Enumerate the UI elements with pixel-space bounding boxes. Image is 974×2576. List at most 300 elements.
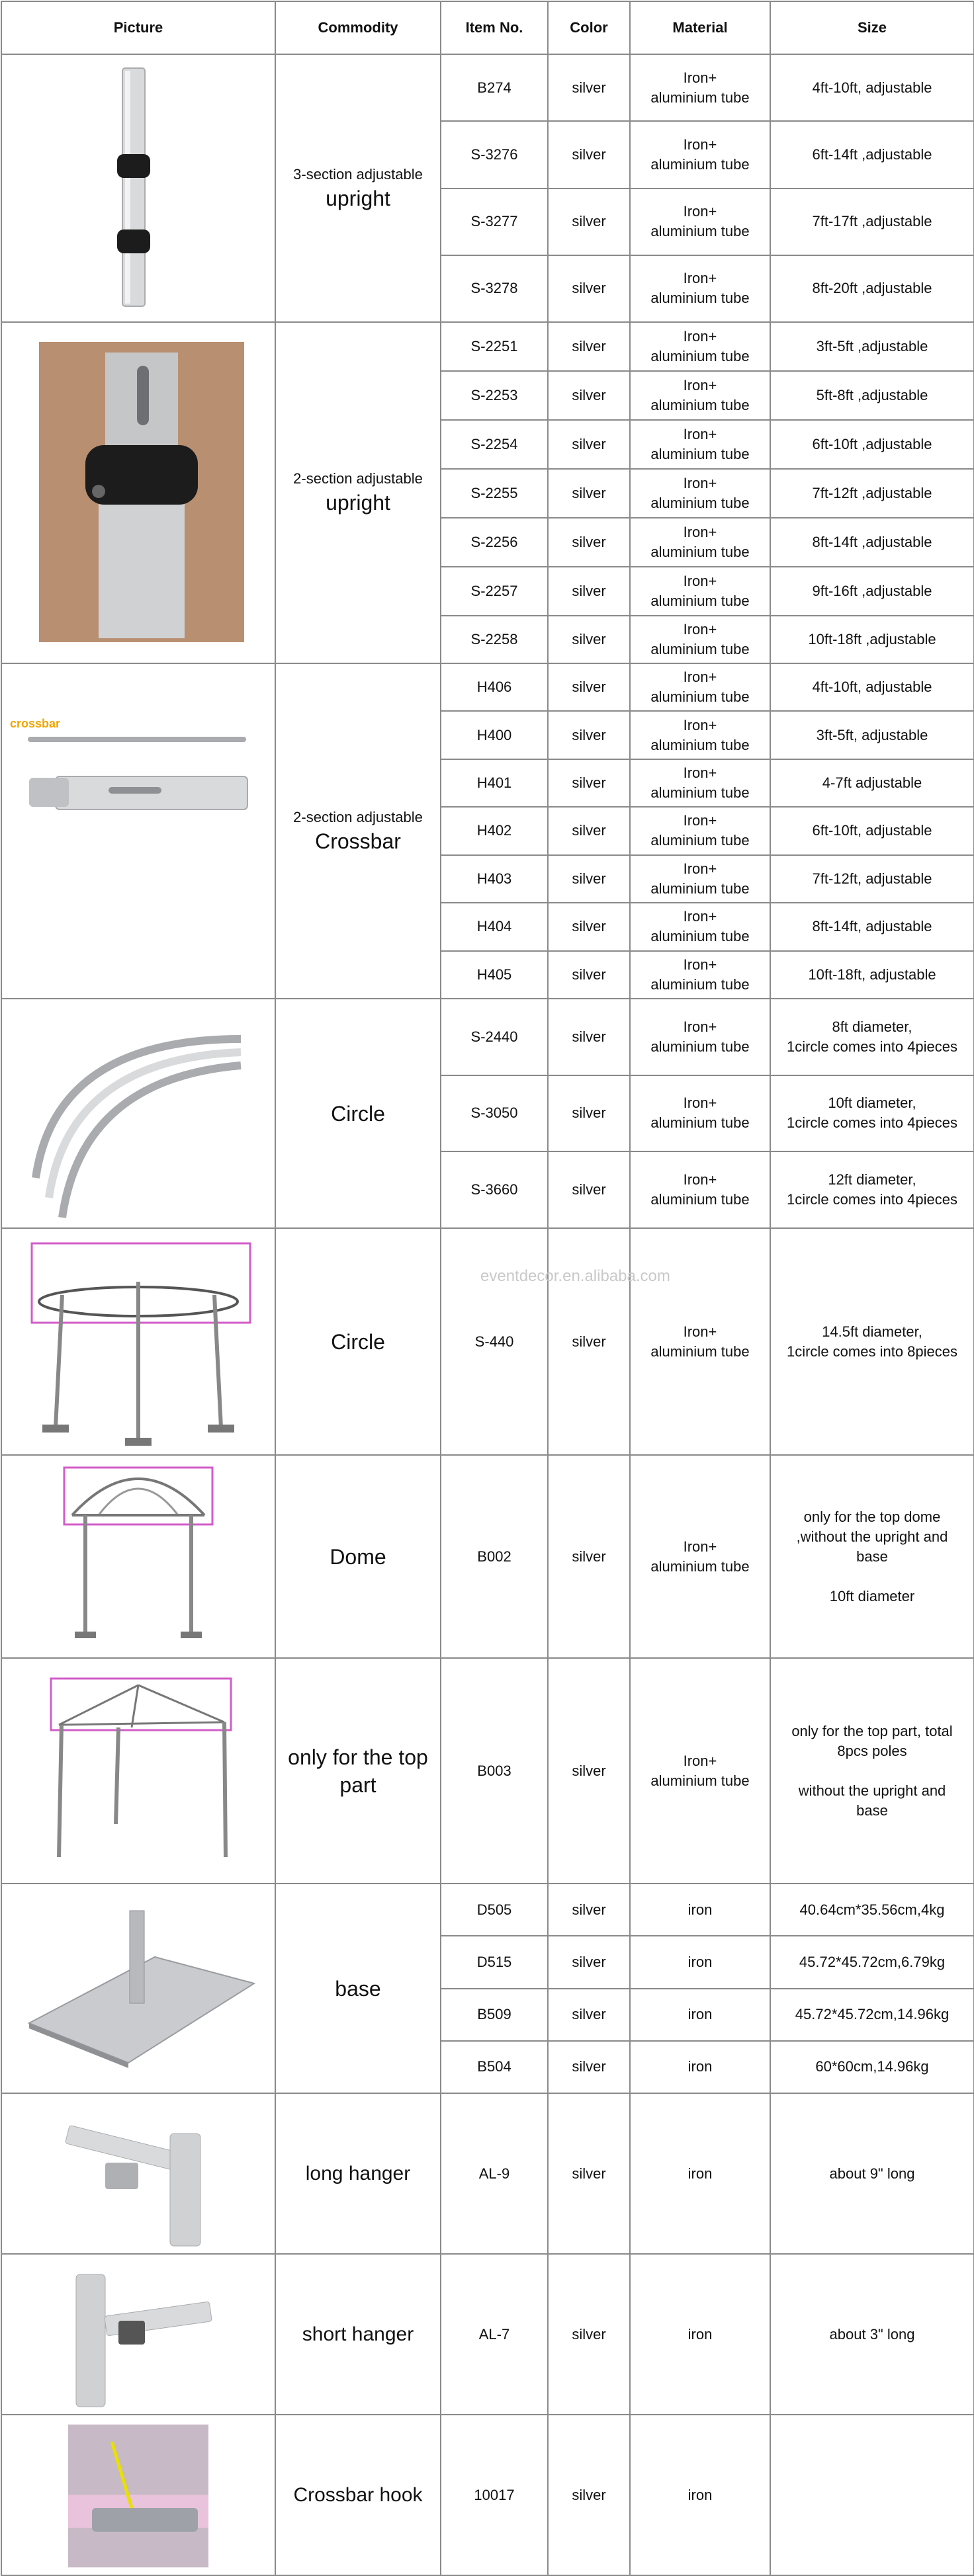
- header-size: Size: [770, 1, 974, 54]
- item-no-cell-text: S-3276: [470, 145, 518, 163]
- upright-2-section-icon: [26, 326, 251, 657]
- size-cell: [770, 951, 974, 999]
- color-cell-text: silver: [572, 2486, 606, 2503]
- product-picture: [1, 2093, 275, 2254]
- material-cell-text: Iron+ aluminium tube: [650, 765, 750, 802]
- size-cell: [770, 1151, 974, 1228]
- color-cell-text: silver: [572, 2006, 606, 2023]
- size-cell-text: 10ft-18ft ,adjustable: [808, 631, 936, 647]
- color-cell: [548, 903, 630, 950]
- circle-frame-icon: [16, 1229, 261, 1451]
- color-cell-text: silver: [572, 966, 606, 983]
- size-cell-text: 6ft-10ft, adjustable: [812, 822, 932, 839]
- color-cell: [548, 322, 630, 371]
- material-cell-text: Iron+ aluminium tube: [650, 203, 750, 240]
- material-cell: [630, 469, 770, 518]
- product-picture: [1, 999, 275, 1228]
- material-cell-text: Iron+ aluminium tube: [650, 621, 750, 657]
- material-cell-text: Iron+ aluminium tube: [650, 716, 750, 753]
- short-hanger-icon: [52, 2255, 224, 2411]
- color-cell-text: silver: [572, 1333, 606, 1350]
- color-cell-text: silver: [572, 1028, 606, 1045]
- color-cell-text: silver: [572, 2165, 606, 2182]
- item-no-cell-text: S-2256: [470, 534, 518, 550]
- size-cell-text: 3ft-5ft, adjustable: [816, 726, 928, 743]
- commodity-cell: [275, 54, 441, 322]
- commodity-name: only for the top part: [288, 1745, 428, 1797]
- color-cell: [548, 518, 630, 567]
- table-row: [1, 322, 974, 371]
- color-cell: [548, 54, 630, 121]
- material-cell: [630, 2093, 770, 2254]
- material-cell-text: Iron+ aluminium tube: [650, 426, 750, 462]
- header-picture: Picture: [1, 1, 275, 54]
- material-cell-text: iron: [687, 1953, 713, 1970]
- item-no-cell: [441, 322, 548, 371]
- material-cell-text: Iron+ aluminium tube: [650, 328, 750, 364]
- item-no-cell: [441, 1075, 548, 1152]
- color-cell-text: silver: [572, 1104, 606, 1122]
- color-cell-text: silver: [572, 436, 606, 452]
- size-cell: [770, 2093, 974, 2254]
- material-cell: [630, 759, 770, 807]
- item-no-cell: [441, 518, 548, 567]
- size-cell-text: 12ft diameter, 1circle comes into 4pieces: [786, 1171, 957, 1208]
- material-cell: [630, 1936, 770, 1988]
- material-cell-text: Iron+ aluminium tube: [650, 669, 750, 706]
- material-cell-text: Iron+ aluminium tube: [650, 1095, 750, 1132]
- material-cell-text: Iron+ aluminium tube: [650, 1538, 750, 1575]
- color-cell-text: silver: [572, 338, 606, 354]
- size-cell-text: 8ft-14ft, adjustable: [812, 918, 932, 935]
- color-cell: [548, 999, 630, 1075]
- material-cell: [630, 711, 770, 759]
- commodity-name: long hanger: [305, 2162, 411, 2184]
- material-cell-text: Iron+ aluminium tube: [650, 1018, 750, 1055]
- size-cell: [770, 711, 974, 759]
- material-cell-text: Iron+ aluminium tube: [650, 69, 750, 106]
- material-cell: [630, 54, 770, 121]
- item-no-cell: [441, 567, 548, 616]
- size-cell: [770, 371, 974, 420]
- commodity-name: Circle: [331, 1329, 385, 1354]
- color-cell: [548, 469, 630, 518]
- product-picture: [1, 1884, 275, 2093]
- size-cell-text: 60*60cm,14.96kg: [815, 2058, 929, 2075]
- color-cell: [548, 1075, 630, 1152]
- item-no-cell-text: D515: [476, 1953, 512, 1970]
- material-cell: [630, 518, 770, 567]
- size-cell-text: 4ft-10ft, adjustable: [812, 79, 932, 96]
- product-picture: [1, 322, 275, 663]
- commodity-cell: [275, 2254, 441, 2415]
- product-picture: [1, 2254, 275, 2415]
- material-cell-text: Iron+ aluminium tube: [650, 524, 750, 560]
- item-no-cell-text: S-2255: [470, 485, 518, 501]
- color-cell-text: silver: [572, 145, 606, 163]
- material-cell: [630, 1228, 770, 1455]
- size-cell-text: 40.64cm*35.56cm,4kg: [799, 1901, 945, 1918]
- item-no-cell: [441, 371, 548, 420]
- commodity-cell: [275, 1884, 441, 2093]
- material-cell-text: iron: [687, 2165, 713, 2182]
- size-cell: [770, 469, 974, 518]
- material-cell-text: Iron+ aluminium tube: [650, 475, 750, 511]
- item-no-cell-text: S-3278: [470, 280, 518, 297]
- item-no-cell-text: S-2257: [470, 583, 518, 599]
- color-cell: [548, 759, 630, 807]
- table-row: [1, 2093, 974, 2254]
- header-material: Material: [630, 1, 770, 54]
- color-cell-text: silver: [572, 1762, 606, 1779]
- color-cell-text: silver: [572, 2058, 606, 2075]
- material-cell: [630, 371, 770, 420]
- table-row: [1, 1228, 974, 1455]
- commodity-cell: [275, 322, 441, 663]
- color-cell: [548, 855, 630, 903]
- picture-label: crossbar: [10, 717, 61, 730]
- color-cell: [548, 1455, 630, 1658]
- material-cell: [630, 255, 770, 322]
- material-cell-text: Iron+ aluminium tube: [650, 136, 750, 173]
- product-picture: [1, 54, 275, 322]
- color-cell: [548, 1989, 630, 2041]
- table-row: [1, 1658, 974, 1884]
- color-cell: [548, 567, 630, 616]
- size-cell-text: only for the top part, total 8pcs poles without the upright and base: [791, 1722, 953, 1819]
- color-cell-text: silver: [572, 918, 606, 935]
- color-cell: [548, 663, 630, 711]
- item-no-cell-text: S-2251: [470, 338, 518, 354]
- item-no-cell: [441, 807, 548, 854]
- size-cell: [770, 420, 974, 469]
- size-cell-text: 45.72*45.72cm,14.96kg: [795, 2006, 950, 2023]
- material-cell: [630, 855, 770, 903]
- size-cell-text: 45.72*45.72cm,6.79kg: [799, 1953, 946, 1970]
- color-cell-text: silver: [572, 870, 606, 887]
- size-cell-text: 10ft diameter, 1circle comes into 4pieces: [786, 1095, 957, 1132]
- item-no-cell: [441, 469, 548, 518]
- color-cell: [548, 1658, 630, 1884]
- commodity-name: short hanger: [302, 2323, 414, 2345]
- size-cell-text: only for the top dome ,without the upright and base 10ft diameter: [796, 1508, 948, 1604]
- size-cell: [770, 121, 974, 188]
- color-cell: [548, 188, 630, 255]
- size-cell: [770, 1455, 974, 1658]
- size-cell-text: 7ft-17ft ,adjustable: [812, 213, 932, 230]
- commodity-type: 3-section adjustable: [293, 165, 423, 183]
- size-cell: [770, 999, 974, 1075]
- commodity-type: 2-section adjustable: [293, 470, 423, 487]
- color-cell-text: silver: [572, 583, 606, 599]
- size-cell-text: 4ft-10ft, adjustable: [812, 679, 932, 696]
- item-no-cell: [441, 1151, 548, 1228]
- material-cell: [630, 903, 770, 950]
- item-no-cell-text: B002: [477, 1548, 511, 1565]
- color-cell: [548, 121, 630, 188]
- table-row: [1, 663, 974, 711]
- item-no-cell: [441, 855, 548, 903]
- material-cell: [630, 1075, 770, 1152]
- color-cell-text: silver: [572, 280, 606, 297]
- material-cell-text: Iron+ aluminium tube: [650, 1752, 750, 1789]
- color-cell-text: silver: [572, 534, 606, 550]
- product-spec-table: [1, 1, 974, 2576]
- material-cell: [630, 1884, 770, 1936]
- item-no-cell-text: B274: [477, 79, 511, 96]
- material-cell: [630, 2254, 770, 2415]
- material-cell: [630, 1151, 770, 1228]
- commodity-cell: [275, 999, 441, 1228]
- color-cell-text: silver: [572, 679, 606, 696]
- size-cell: [770, 1658, 974, 1884]
- commodity-name: Crossbar: [315, 829, 401, 853]
- color-cell-text: silver: [572, 2325, 606, 2343]
- item-no-cell-text: S-2258: [470, 631, 518, 647]
- item-no-cell-text: H404: [476, 918, 512, 935]
- item-no-cell: [441, 2254, 548, 2415]
- color-cell-text: silver: [572, 1953, 606, 1970]
- size-cell: [770, 855, 974, 903]
- size-cell: [770, 518, 974, 567]
- size-cell-text: 5ft-8ft ,adjustable: [816, 387, 928, 403]
- material-cell: [630, 616, 770, 663]
- color-cell-text: silver: [572, 485, 606, 501]
- item-no-cell: [441, 1658, 548, 1884]
- material-cell-text: Iron+ aluminium tube: [650, 812, 750, 849]
- item-no-cell-text: S-440: [474, 1333, 514, 1350]
- item-no-cell-text: B509: [477, 2006, 511, 2023]
- item-no-cell-text: B003: [477, 1762, 511, 1779]
- header-item-no: Item No.: [441, 1, 548, 54]
- size-cell: [770, 188, 974, 255]
- item-no-cell-text: AL-9: [478, 2165, 510, 2182]
- item-no-cell: [441, 999, 548, 1075]
- product-picture: [1, 1455, 275, 1658]
- commodity-name: Circle: [331, 1101, 385, 1126]
- item-no-cell: [441, 2093, 548, 2254]
- material-cell: [630, 663, 770, 711]
- size-cell-text: 8ft diameter, 1circle comes into 4pieces: [786, 1018, 957, 1055]
- item-no-cell: [441, 1455, 548, 1658]
- material-cell: [630, 951, 770, 999]
- commodity-cell: [275, 663, 441, 999]
- commodity-cell: [275, 1228, 441, 1455]
- material-cell-text: iron: [687, 1901, 713, 1918]
- table-row: [1, 54, 974, 121]
- size-cell-text: 6ft-10ft ,adjustable: [812, 436, 932, 452]
- color-cell-text: silver: [572, 387, 606, 403]
- material-cell-text: Iron+ aluminium tube: [650, 270, 750, 307]
- color-cell: [548, 711, 630, 759]
- material-cell-text: Iron+ aluminium tube: [650, 377, 750, 413]
- circle-arcs-icon: [16, 999, 261, 1224]
- size-cell: [770, 1936, 974, 1988]
- material-cell: [630, 1989, 770, 2041]
- color-cell: [548, 371, 630, 420]
- material-cell: [630, 807, 770, 854]
- size-cell: [770, 663, 974, 711]
- product-picture: [1, 1228, 275, 1455]
- material-cell-text: iron: [687, 2058, 713, 2075]
- item-no-cell-text: S-3277: [470, 213, 518, 230]
- item-no-cell: [441, 903, 548, 950]
- base-plate-icon: [16, 1884, 261, 2089]
- size-cell: [770, 616, 974, 663]
- size-cell-text: 7ft-12ft ,adjustable: [812, 485, 932, 501]
- item-no-cell-text: H406: [476, 679, 512, 696]
- item-no-cell: [441, 711, 548, 759]
- size-cell-text: 8ft-20ft ,adjustable: [812, 280, 932, 297]
- commodity-cell: [275, 1658, 441, 1884]
- item-no-cell: [441, 188, 548, 255]
- size-cell-text: 3ft-5ft ,adjustable: [816, 338, 928, 354]
- upright-3-section-icon: [52, 55, 224, 318]
- commodity-cell: [275, 2093, 441, 2254]
- color-cell-text: silver: [572, 774, 606, 792]
- size-cell-text: 4-7ft adjustable: [822, 774, 922, 792]
- size-cell-text: 9ft-16ft ,adjustable: [812, 583, 932, 599]
- material-cell: [630, 420, 770, 469]
- color-cell: [548, 951, 630, 999]
- size-cell: [770, 54, 974, 121]
- size-cell: [770, 322, 974, 371]
- item-no-cell-text: S-2440: [470, 1028, 518, 1045]
- item-no-cell: [441, 1936, 548, 1988]
- material-cell: [630, 188, 770, 255]
- color-cell-text: silver: [572, 822, 606, 839]
- crossbar-hook-icon: [52, 2415, 224, 2571]
- material-cell-text: Iron+ aluminium tube: [650, 956, 750, 993]
- size-cell-text: about 3" long: [829, 2325, 915, 2343]
- commodity-name: upright: [326, 186, 390, 210]
- header-row: [1, 1, 974, 54]
- item-no-cell-text: S-2253: [470, 387, 518, 403]
- item-no-cell-text: H405: [476, 966, 512, 983]
- item-no-cell: [441, 54, 548, 121]
- color-cell-text: silver: [572, 1901, 606, 1918]
- size-cell-text: 7ft-12ft, adjustable: [812, 870, 932, 887]
- table-row: [1, 1455, 974, 1658]
- material-cell-text: Iron+ aluminium tube: [650, 1323, 750, 1360]
- color-cell: [548, 807, 630, 854]
- material-cell-text: Iron+ aluminium tube: [650, 908, 750, 945]
- color-cell-text: silver: [572, 1548, 606, 1565]
- size-cell-text: 10ft-18ft, adjustable: [808, 966, 936, 983]
- product-picture: [1, 663, 275, 999]
- color-cell: [548, 616, 630, 663]
- color-cell: [548, 420, 630, 469]
- size-cell-text: 8ft-14ft ,adjustable: [812, 534, 932, 550]
- size-cell-text: about 9" long: [829, 2165, 915, 2182]
- item-no-cell: [441, 255, 548, 322]
- item-no-cell: [441, 1884, 548, 1936]
- size-cell: [770, 759, 974, 807]
- material-cell-text: Iron+ aluminium tube: [650, 573, 750, 609]
- commodity-cell: [275, 1455, 441, 1658]
- item-no-cell-text: D505: [476, 1901, 512, 1918]
- color-cell: [548, 1936, 630, 1988]
- header-color: Color: [548, 1, 630, 54]
- commodity-name: base: [335, 1976, 381, 2001]
- item-no-cell-text: H403: [476, 870, 512, 887]
- size-cell: [770, 1075, 974, 1152]
- dome-frame-icon: [32, 1456, 244, 1654]
- table-row: [1, 1884, 974, 1936]
- watermark: eventdecor.en.alibaba.com: [480, 1267, 670, 1285]
- commodity-name: upright: [326, 491, 390, 515]
- commodity-name: Dome: [330, 1544, 386, 1569]
- item-no-cell-text: AL-7: [478, 2325, 510, 2343]
- size-cell-text: 6ft-14ft ,adjustable: [812, 145, 932, 163]
- table-row: [1, 2254, 974, 2415]
- product-picture: [1, 1658, 275, 1884]
- material-cell: [630, 121, 770, 188]
- color-cell: [548, 255, 630, 322]
- material-cell: [630, 322, 770, 371]
- size-cell: [770, 903, 974, 950]
- item-no-cell-text: S-2254: [470, 436, 518, 452]
- color-cell: [548, 1228, 630, 1455]
- item-no-cell-text: S-3050: [470, 1104, 518, 1122]
- size-cell: [770, 255, 974, 322]
- size-cell: [770, 807, 974, 854]
- color-cell-text: silver: [572, 1181, 606, 1198]
- item-no-cell-text: S-3660: [470, 1181, 518, 1198]
- item-no-cell: [441, 121, 548, 188]
- material-cell: [630, 1658, 770, 1884]
- table-row: [1, 999, 974, 1075]
- material-cell-text: iron: [687, 2006, 713, 2023]
- size-cell: [770, 1228, 974, 1455]
- item-no-cell: [441, 663, 548, 711]
- material-cell: [630, 2041, 770, 2093]
- material-cell: [630, 999, 770, 1075]
- crossbar-icon: [16, 664, 261, 995]
- color-cell: [548, 2093, 630, 2254]
- commodity-name: Crossbar hook: [293, 2483, 423, 2506]
- color-cell-text: silver: [572, 79, 606, 96]
- size-cell: [770, 1989, 974, 2041]
- material-cell-text: iron: [687, 2325, 713, 2343]
- item-no-cell-text: H400: [476, 726, 512, 743]
- item-no-cell-text: H402: [476, 822, 512, 839]
- color-cell: [548, 2041, 630, 2093]
- material-cell-text: iron: [687, 2486, 713, 2503]
- color-cell: [548, 2254, 630, 2415]
- material-cell-text: Iron+ aluminium tube: [650, 1171, 750, 1208]
- item-no-cell-text: 10017: [474, 2486, 515, 2503]
- size-cell: [770, 2254, 974, 2415]
- item-no-cell: [441, 1228, 548, 1455]
- color-cell: [548, 1151, 630, 1228]
- color-cell-text: silver: [572, 213, 606, 230]
- item-no-cell: [441, 2041, 548, 2093]
- size-cell: [770, 1884, 974, 1936]
- size-cell: [770, 567, 974, 616]
- material-cell: [630, 567, 770, 616]
- size-cell: [770, 2041, 974, 2093]
- item-no-cell: [441, 420, 548, 469]
- color-cell: [548, 1884, 630, 1936]
- item-no-cell: [441, 1989, 548, 2041]
- top-part-frame-icon: [32, 1659, 244, 1880]
- color-cell-text: silver: [572, 631, 606, 647]
- commodity-type: 2-section adjustable: [293, 808, 423, 825]
- item-no-cell-text: B504: [477, 2058, 511, 2075]
- item-no-cell: [441, 951, 548, 999]
- material-cell-text: Iron+ aluminium tube: [650, 860, 750, 897]
